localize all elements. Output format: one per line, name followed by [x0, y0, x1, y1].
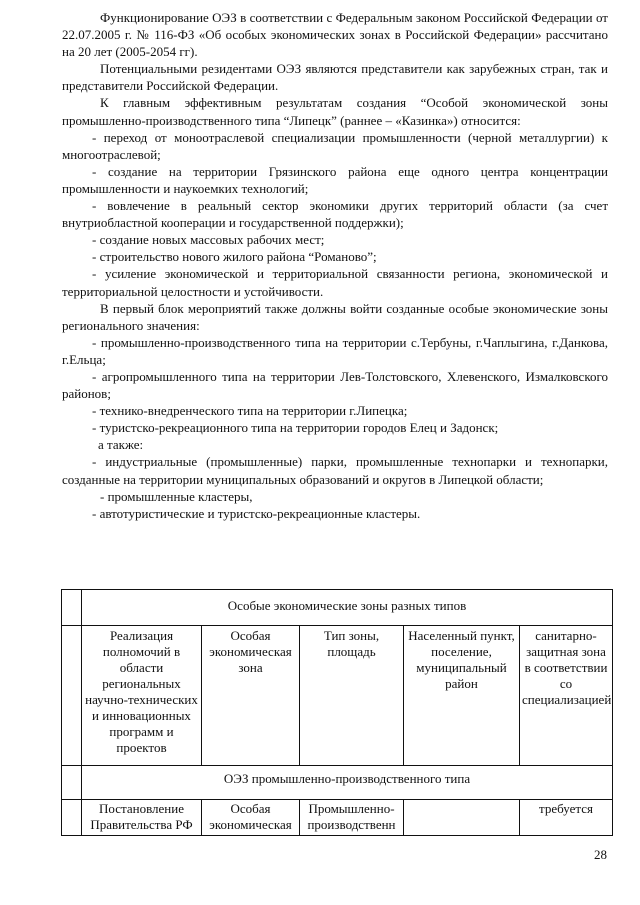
table-cell: Промышленно-производственн — [300, 800, 404, 836]
paragraph: В первый блок мероприятий также должны войти созданные особые экономические зоны регионального значения: — [62, 300, 608, 333]
table-title: Особые экономические зоны разных типов — [82, 590, 613, 626]
table-header-cell: Особая экономическая зона — [202, 626, 300, 766]
table-header-cell: Населенный пункт, поселение, муниципальный район — [404, 626, 520, 766]
table-cell: Постановление Правительства РФ — [82, 800, 202, 836]
list-item: - промышленные кластеры, — [100, 488, 253, 504]
table-header-row — [62, 626, 613, 766]
list-item: - технико-внедренческого типа на территории г.Липецка; — [92, 403, 408, 419]
table-section-row — [62, 766, 613, 800]
list-item: - индустриальные (промышленные) парки, промышленные технопарки и технопарки, созданные на территории муниципальных образований и округов в Липецкой области; — [62, 454, 608, 487]
table-gutter-cell — [62, 800, 82, 836]
paragraph: К главным эффективным результатам создания “Особой экономической зоны промышленно-производственного типа “Липецк” (раннее – «Казинка») относится: — [62, 95, 608, 128]
list-item: - туристско-рекреационного типа на территории городов Елец и Задонск; — [92, 420, 499, 436]
table-title-row — [62, 590, 613, 626]
list-item: - вовлечение в реальный сектор экономики других территорий области (за счет внутриобластной кооперации и государственной поддержки); — [62, 198, 608, 231]
table-cell — [404, 800, 520, 836]
paragraph: Потенциальными резидентами ОЭЗ являются представители как зарубежных стран, так и представители Российской Федерации. — [62, 61, 608, 94]
table-gutter-cell — [62, 766, 82, 800]
list-item: - создание новых массовых рабочих мест; — [92, 232, 325, 248]
paragraph: а также: — [98, 437, 144, 453]
table-cell: требуется — [520, 800, 613, 836]
list-item: - автотуристические и туристско-рекреационные кластеры. — [92, 505, 421, 521]
table-header-cell: Реализация полномочий в области региональных научно-технических и инновационных программ и проектов — [82, 626, 202, 766]
table-gutter-cell — [62, 590, 82, 626]
page-number: 28 — [594, 847, 607, 862]
list-item: - агропромышленного типа на территории Лев-Толстовского, Хлевенского, Измалковского районов; — [62, 368, 608, 402]
table-header-cell: Тип зоны, площадь — [300, 626, 404, 766]
list-item: - переход от моноотраслевой специализации промышленности (черной металлургии) к многоотраслевой; — [62, 129, 608, 162]
list-item: - создание на территории Грязинского района еще одного центра концентрации промышленности и наукоемких технологий; — [62, 163, 608, 196]
table-section-title: ОЭЗ промышленно-производственного типа — [82, 766, 613, 800]
list-item: - промышленно-производственного типа на территории с.Тербуны, г.Чаплыгина, г.Данкова, г.Ельца; — [62, 334, 608, 367]
list-item: - строительство нового жилого района “Романово”; — [92, 249, 377, 265]
table-gutter-cell — [62, 626, 82, 766]
body-text — [62, 9, 608, 522]
table-header-cell: санитарно-защитная зона в соответствии со специализацией — [520, 626, 613, 766]
zones-table — [61, 589, 613, 836]
table-row — [62, 800, 613, 836]
list-item: - усиление экономической и территориальной связанности региона, экономической и территориальной целостности и устойчивости. — [62, 266, 608, 299]
paragraph: Функционирование ОЭЗ в соответствии с Федеральным законом Российской Федерации от 22.07.2005 г. № 116-ФЗ «Об особых экономических зонах в Российской Федерации» рассчитано на 20 лет (2005-2054 гг). — [62, 10, 608, 60]
table-cell: Особая экономическая — [202, 800, 300, 836]
